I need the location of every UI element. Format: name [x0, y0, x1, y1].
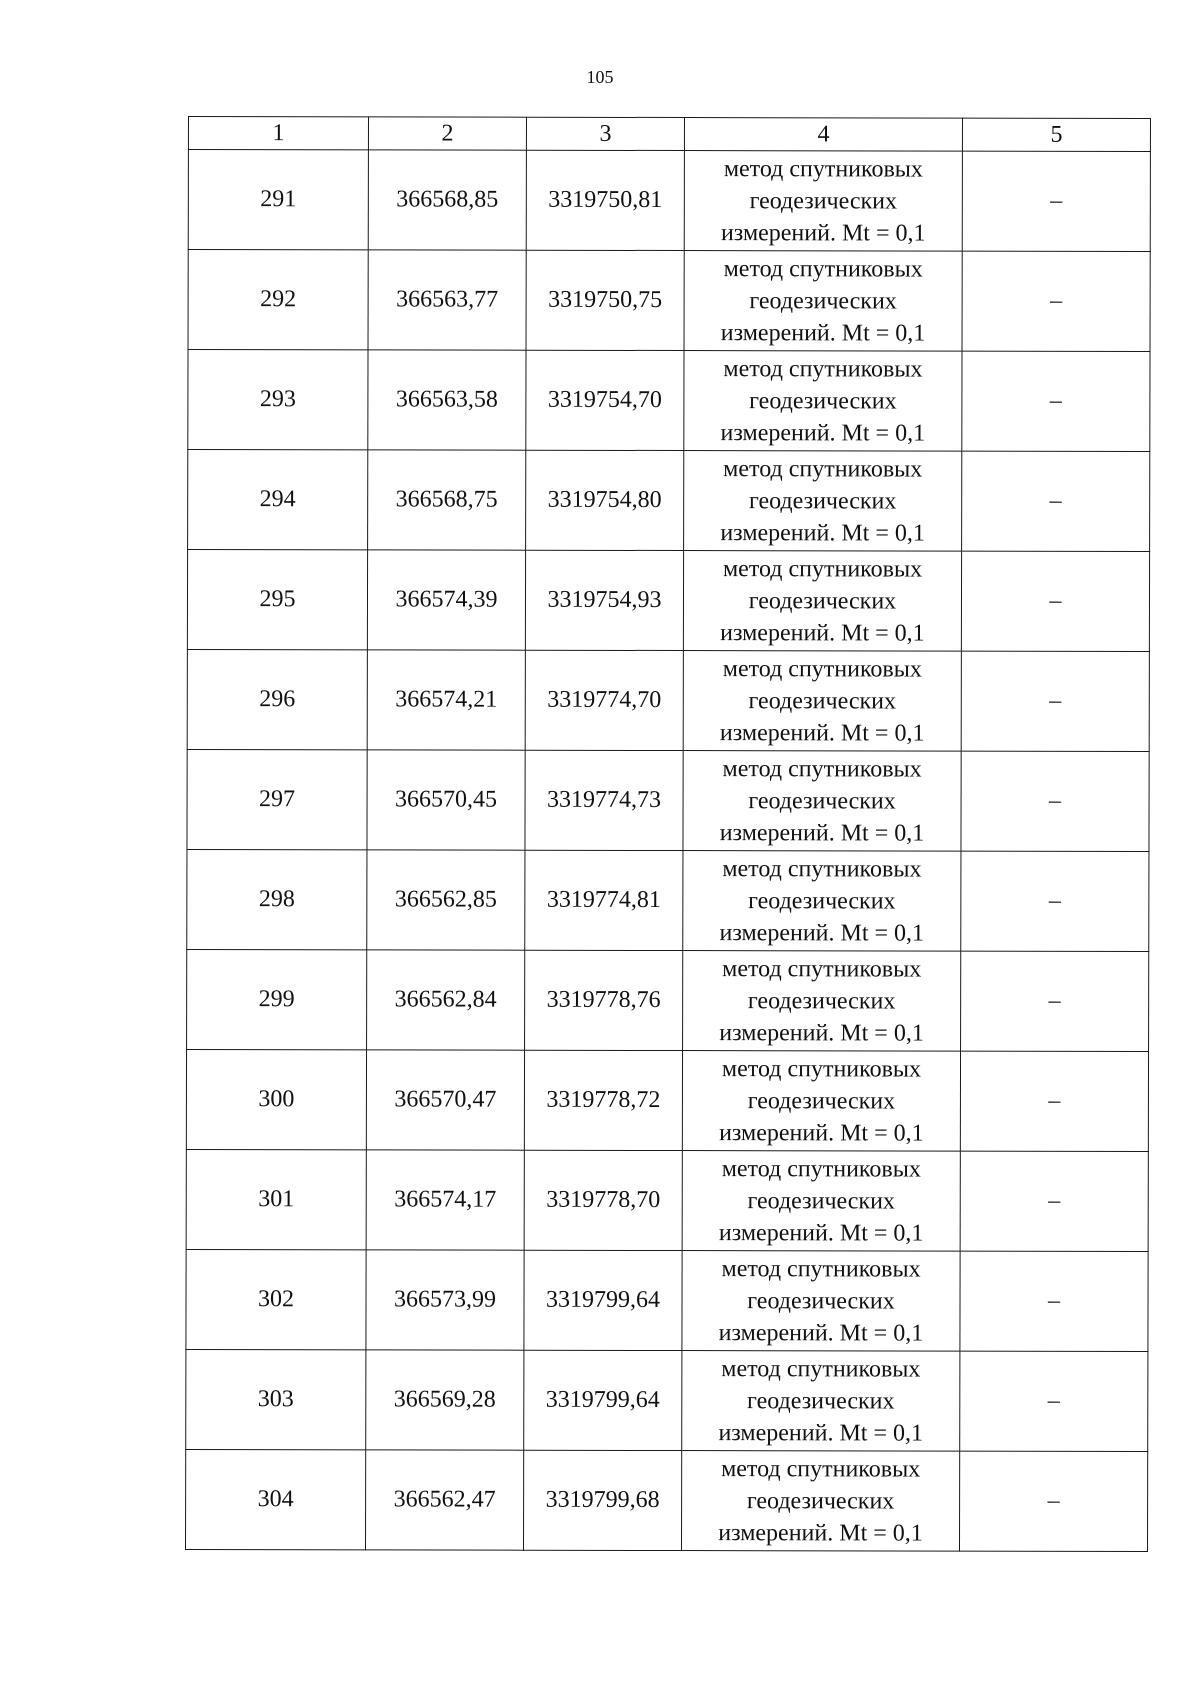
y-coordinate-cell: 3319778,72: [524, 1050, 682, 1150]
coordinates-table-container: [185, 116, 1150, 1552]
method-text-line: метод спутниковых: [722, 755, 922, 783]
table-body: [185, 117, 1150, 1552]
point-number-cell: 293: [188, 350, 368, 450]
x-coordinate-cell: 366570,47: [366, 1050, 524, 1150]
method-text-line: измерений. Mt = 0,1: [720, 219, 926, 247]
y-coordinate-cell: 3319778,70: [524, 1150, 682, 1250]
table-row: [188, 450, 1150, 552]
method-text-line: измерений. Mt = 0,1: [719, 1019, 924, 1047]
x-coordinate-cell: 366574,39: [367, 550, 525, 650]
x-coordinate-cell: 366562,84: [367, 950, 525, 1050]
method-cell: [682, 1251, 960, 1352]
method-text-line: измерений. Mt = 0,1: [718, 1219, 924, 1247]
method-text-line: геодезических: [749, 387, 897, 414]
x-coordinate-cell: 366562,85: [367, 850, 525, 950]
table-row: [188, 150, 1150, 252]
point-number-cell: 294: [188, 450, 368, 550]
point-number-cell: 301: [186, 1149, 366, 1249]
point-number-cell: 302: [186, 1249, 366, 1349]
y-coordinate-cell: 3319799,68: [523, 1450, 681, 1550]
table-row: [187, 749, 1149, 851]
column-header: 5: [962, 118, 1150, 151]
method-text-line: геодезических: [748, 487, 897, 514]
column-header: 1: [188, 117, 368, 150]
method-text-line: метод спутниковых: [721, 1455, 921, 1483]
y-coordinate-cell: 3319754,93: [525, 550, 683, 650]
method-text-line: измерений. Mt = 0,1: [719, 819, 925, 847]
x-coordinate-cell: 366562,47: [365, 1450, 523, 1550]
note-cell: –: [961, 951, 1149, 1051]
x-coordinate-cell: 366570,45: [367, 750, 525, 850]
method-text-line: метод спутниковых: [721, 1055, 922, 1083]
x-coordinate-cell: 366563,58: [368, 350, 526, 450]
table-row: [188, 350, 1150, 452]
note-cell: –: [961, 651, 1149, 751]
method-text-line: метод спутниковых: [723, 355, 923, 383]
method-cell: [683, 751, 961, 852]
method-text-line: геодезических: [748, 787, 896, 814]
y-coordinate-cell: 3319754,70: [526, 350, 684, 450]
point-number-cell: 304: [185, 1449, 365, 1549]
method-text-line: метод спутниковых: [721, 1155, 921, 1183]
note-cell: –: [960, 1251, 1148, 1351]
point-number-cell: 296: [187, 649, 367, 749]
method-text-line: измерений. Mt = 0,1: [718, 1419, 924, 1447]
x-coordinate-cell: 366568,85: [368, 150, 526, 250]
method-text-line: измерений. Mt = 0,1: [720, 419, 926, 447]
method-text-line: измерений. Mt = 0,1: [719, 719, 925, 747]
method-text-line: измерений. Mt = 0,1: [718, 1319, 924, 1347]
method-cell: [684, 451, 962, 552]
method-text-line: геодезических: [748, 687, 897, 714]
method-text-line: метод спутниковых: [722, 555, 923, 583]
table-row: [186, 1249, 1148, 1351]
method-text-line: геодезических: [749, 187, 898, 214]
note-cell: –: [960, 1151, 1148, 1251]
method-text-line: метод спутниковых: [722, 955, 922, 983]
note-cell: –: [961, 551, 1149, 651]
y-coordinate-cell: 3319799,64: [524, 1350, 682, 1450]
column-header: 2: [368, 117, 526, 150]
method-text-line: измерений. Mt = 0,1: [718, 1519, 923, 1547]
method-text-line: метод спутниковых: [723, 455, 923, 483]
x-coordinate-cell: 366574,17: [366, 1150, 524, 1250]
method-text-line: метод спутниковых: [723, 155, 923, 183]
method-text-line: геодезических: [747, 1087, 896, 1114]
point-number-cell: 299: [187, 949, 367, 1049]
y-coordinate-cell: 3319774,70: [525, 650, 683, 750]
method-text-line: измерений. Mt = 0,1: [720, 519, 925, 547]
method-cell: [684, 151, 962, 252]
method-cell: [684, 251, 962, 352]
table-row: [186, 1149, 1148, 1251]
point-number-cell: 303: [186, 1349, 366, 1449]
table-row: [187, 649, 1149, 751]
method-text-line: метод спутниковых: [723, 255, 923, 283]
y-coordinate-cell: 3319799,64: [524, 1250, 682, 1350]
method-text-line: геодезических: [749, 287, 897, 314]
method-text-line: измерений. Mt = 0,1: [720, 619, 925, 647]
table-row: [186, 1349, 1148, 1451]
note-cell: –: [962, 151, 1150, 251]
y-coordinate-cell: 3319754,80: [526, 450, 684, 550]
note-cell: –: [962, 251, 1150, 351]
method-cell: [682, 1051, 960, 1152]
method-cell: [683, 551, 961, 652]
point-number-cell: 295: [187, 550, 367, 650]
page-number: 105: [586, 67, 614, 87]
method-text-line: геодезических: [747, 1387, 895, 1414]
method-text-line: геодезических: [747, 1287, 895, 1314]
x-coordinate-cell: 366573,99: [366, 1250, 524, 1350]
method-text-line: геодезических: [748, 587, 897, 614]
method-text-line: измерений. Mt = 0,1: [720, 319, 926, 347]
method-text-line: геодезических: [746, 1487, 895, 1514]
method-cell: [681, 1451, 959, 1552]
method-text-line: геодезических: [747, 1187, 895, 1214]
table-row: [185, 1449, 1147, 1551]
x-coordinate-cell: 366569,28: [366, 1350, 524, 1450]
method-text-line: метод спутниковых: [721, 1355, 921, 1383]
method-text-line: измерений. Mt = 0,1: [719, 919, 925, 947]
note-cell: –: [961, 851, 1149, 951]
table-row: [187, 949, 1149, 1051]
table-row: [187, 849, 1149, 951]
method-text-line: метод спутниковых: [722, 655, 922, 683]
x-coordinate-cell: 366563,77: [368, 250, 526, 350]
column-header: 3: [526, 117, 684, 150]
point-number-cell: 297: [187, 749, 367, 849]
note-cell: –: [962, 351, 1150, 451]
table-row: [186, 1049, 1148, 1151]
x-coordinate-cell: 366568,75: [368, 450, 526, 550]
coordinates-table: [185, 116, 1151, 1552]
method-text-line: геодезических: [748, 887, 896, 914]
method-cell: [683, 651, 961, 752]
note-cell: –: [960, 1051, 1148, 1151]
method-text-line: измерений. Mt = 0,1: [719, 1119, 924, 1147]
y-coordinate-cell: 3319750,75: [526, 250, 684, 350]
note-cell: –: [959, 1451, 1147, 1551]
y-coordinate-cell: 3319750,81: [526, 150, 684, 250]
y-coordinate-cell: 3319774,73: [525, 750, 683, 850]
point-number-cell: 291: [188, 150, 368, 250]
method-text-line: метод спутниковых: [721, 1255, 921, 1283]
note-cell: –: [960, 1351, 1148, 1451]
point-number-cell: 298: [187, 849, 367, 949]
x-coordinate-cell: 366574,21: [367, 650, 525, 750]
method-cell: [684, 351, 962, 452]
method-cell: [683, 951, 961, 1052]
table-row: [188, 250, 1150, 352]
y-coordinate-cell: 3319774,81: [525, 850, 683, 950]
method-text-line: метод спутниковых: [722, 855, 922, 883]
method-text-line: геодезических: [747, 987, 896, 1014]
note-cell: –: [961, 751, 1149, 851]
method-cell: [682, 1351, 960, 1452]
point-number-cell: 300: [186, 1049, 366, 1149]
table-row: [187, 550, 1149, 652]
method-cell: [682, 1151, 960, 1252]
note-cell: –: [962, 451, 1150, 551]
table-header-row: [188, 117, 1150, 152]
point-number-cell: 292: [188, 250, 368, 350]
y-coordinate-cell: 3319778,76: [525, 950, 683, 1050]
column-header: 4: [684, 118, 962, 152]
method-cell: [683, 851, 961, 952]
